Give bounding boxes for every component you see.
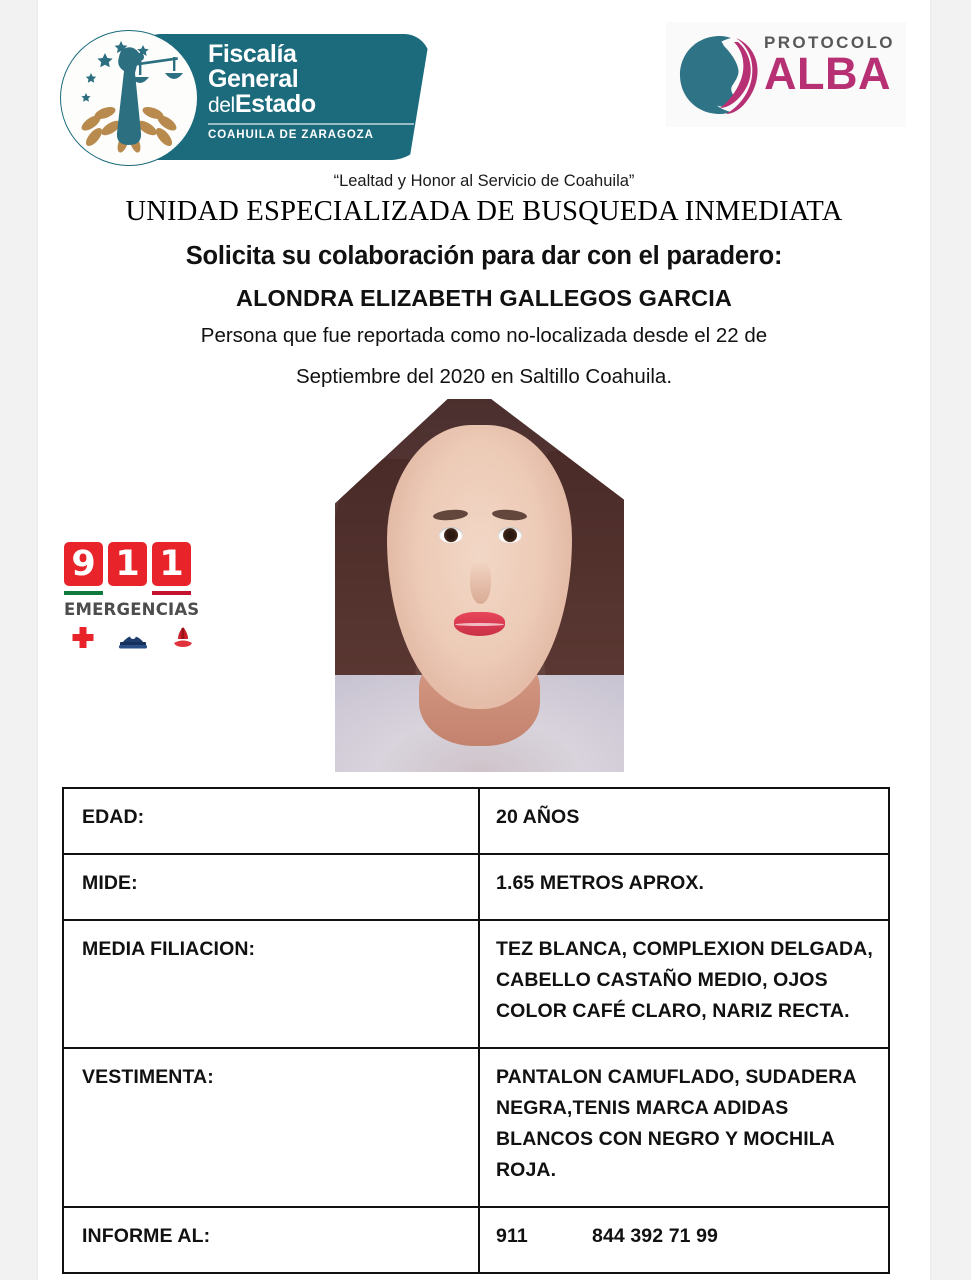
fiscalia-line-3 <box>208 92 433 118</box>
alba-name-label: ALBA <box>764 48 891 99</box>
medical-cross-icon <box>70 625 96 656</box>
details-table <box>62 787 890 1274</box>
row-value-informe-al <box>479 1207 889 1273</box>
row-label-vestimenta: VESTIMENTA: <box>63 1048 479 1207</box>
fiscalia-general-logo <box>60 30 430 165</box>
row-label-informe-al: INFORME AL: <box>63 1207 479 1273</box>
photo-eyebrow-left <box>433 509 469 522</box>
contact-phone-number: 844 392 71 99 <box>592 1225 719 1247</box>
fiscalia-line-2: General <box>208 65 299 93</box>
photo-eye-left <box>439 527 463 543</box>
subject-photo <box>335 399 624 772</box>
fiscalia-logo-divider <box>208 123 414 125</box>
fiscalia-line-4: COAHUILA DE ZARAGOZA <box>208 129 374 141</box>
emergency-service-icons <box>64 625 204 656</box>
media-row <box>38 394 930 779</box>
emergency-digit-3: 1 <box>152 542 191 586</box>
poster-sheet <box>38 0 930 1280</box>
protocolo-alba-text <box>764 33 904 99</box>
table-row <box>63 920 889 1048</box>
photo-nose <box>470 561 490 604</box>
header-logos <box>38 0 930 168</box>
emergency-911-logo <box>64 542 204 660</box>
report-line-2: Septiembre del 2020 en Saltillo Coahuila. <box>295 365 673 388</box>
table-row <box>63 1207 889 1273</box>
protocolo-alba-logo <box>666 22 906 127</box>
alba-protocolo-label: PROTOCOLO <box>764 33 895 52</box>
woman-silhouette-icon <box>674 30 766 120</box>
photo-lips <box>454 612 506 636</box>
row-label-media-filiacion: MEDIA FILIACION: <box>63 920 479 1048</box>
table-row <box>63 788 889 854</box>
fiscalia-logo-text <box>208 42 433 141</box>
table-row <box>63 854 889 920</box>
justice-scales-seal-icon <box>60 30 198 166</box>
row-value-vestimenta: PANTALON CAMUFLADO, SUDADERA NEGRA,TENIS MARCA ADIDAS BLANCOS CON NEGRO Y MOCHILA ROJA. <box>479 1048 889 1207</box>
report-line-1: Persona que fue reportada como no-localizada desde el 22 de <box>200 324 768 347</box>
emergency-digit-1: 9 <box>64 542 103 586</box>
contact-emergency-number: 911 <box>496 1225 528 1247</box>
emergency-digit-2: 1 <box>108 542 147 586</box>
row-value-edad: 20 AÑOS <box>479 788 889 854</box>
motto-text: “Lealtad y Honor al Servicio de Coahuila” <box>333 172 635 190</box>
fiscalia-line-1: Fiscalía <box>208 40 297 68</box>
row-label-mide: MIDE: <box>63 854 479 920</box>
police-cap-icon <box>118 627 148 656</box>
row-value-media-filiacion: TEZ BLANCA, COMPLEXION DELGADA, CABELLO CASTAÑO MEDIO, OJOS COLOR CAFÉ CLARO, NARIZ RECTA. <box>479 920 889 1048</box>
unit-title: UNIDAD ESPECIALIZADA DE BUSQUEDA INMEDIATA <box>125 196 843 227</box>
firefighter-helmet-icon <box>170 625 196 656</box>
photo-eye-right <box>498 527 522 543</box>
table-row <box>63 1048 889 1207</box>
fiscalia-line-3-thin: del <box>208 94 235 117</box>
photo-eyebrow-right <box>492 509 528 522</box>
subject-name: ALONDRA ELIZABETH GALLEGOS GARCIA <box>236 285 732 311</box>
emergency-digits <box>64 542 204 586</box>
fiscalia-line-3-bold: Estado <box>234 90 316 118</box>
request-text: Solicita su colaboración para dar con el paradero: <box>185 242 783 270</box>
row-value-mide: 1.65 METROS APROX. <box>479 854 889 920</box>
emergency-label: EMERGENCIAS <box>64 600 200 619</box>
row-label-edad: EDAD: <box>63 788 479 854</box>
emergency-flag-stripes <box>64 591 204 595</box>
